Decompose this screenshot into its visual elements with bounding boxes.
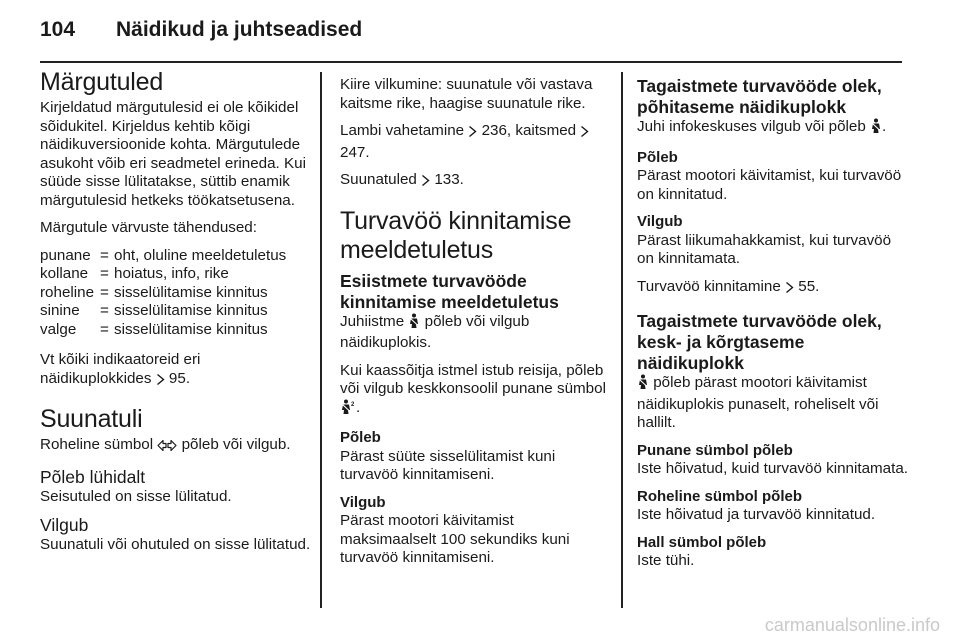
table-key: sinine — [40, 302, 80, 319]
page-ref: 133. — [434, 171, 464, 188]
page-ref: 95. — [168, 369, 191, 387]
paragraph: Iste hõivatud, kuid turvavöö kinnitamata. — [637, 460, 908, 477]
paragraph — [637, 278, 909, 300]
table-row — [40, 284, 312, 303]
text: põleb pärast mootori käivitamist näidikuplokis punaselt, roheliselt või hallilt. — [637, 374, 879, 431]
equals-sign: = — [100, 320, 109, 338]
equals-sign: = — [100, 283, 109, 301]
page-ref: 247. — [340, 143, 370, 161]
subheading: Põleb lühidalt — [40, 466, 146, 487]
page-ref: 55. — [798, 277, 820, 295]
text: Lambi vahetamine — [340, 122, 465, 139]
paragraph — [40, 436, 312, 458]
subheading: Vilgub — [637, 213, 683, 230]
paragraph: Pärast mootori käivitamist, kui turvavöö on kinnitatud. — [637, 167, 902, 203]
paragraph: Kirjeldatud märgutulesid ei ole kõikidel sõidukitel. Kirjeldus kehtib kõigi näidikuversioonide kohta. Märgutulede asukoht võib eri seadmetel erineda. Kui süüde sisse lülitatakse, süttib enamik märgutulesid hetkeks töökatsetusena. — [40, 99, 306, 209]
table-key: valge — [40, 320, 77, 338]
running-title: Näidikud ja juhtseadised — [116, 18, 363, 41]
paragraph: Kiire vilkumine: suunatule või vastava kaitsme rike, haagise suunatule rike. — [340, 76, 593, 112]
table-value: hoiatus, info, rike — [114, 265, 229, 282]
paragraph — [637, 118, 909, 140]
table-value: oht, oluline meeldetuletus — [114, 246, 287, 264]
text: . — [356, 398, 361, 416]
seatbelt-passenger-icon — [340, 399, 356, 421]
svg-text:2: 2 — [351, 401, 355, 408]
column-2 — [340, 76, 612, 577]
paragraph: Suunatuli või ohutuled on sisse lülitatud. — [40, 536, 311, 553]
subheading: Esiistmete turvavööde kinnitamise meeldetuletus — [340, 270, 559, 312]
subheading: Põleb — [637, 148, 678, 166]
page-number: 104 — [40, 18, 76, 41]
paragraph — [340, 362, 612, 421]
table-value: sisselülitamise kinnitus — [114, 283, 268, 301]
paragraph: Seisutuled on sisse lülitatud. — [40, 487, 232, 505]
subheading: Hall sümbol põleb — [637, 533, 767, 551]
table-row — [40, 302, 312, 321]
equals-sign: = — [100, 246, 109, 264]
equals-sign: = — [100, 265, 109, 282]
page-ref: 236, kaitsmed — [481, 122, 577, 139]
page-reference-arrow-icon — [156, 373, 165, 392]
page-reference-arrow-icon — [785, 281, 794, 300]
text: Turvavöö kinnitamine — [637, 277, 781, 295]
header-rule — [40, 61, 902, 63]
paragraph — [40, 351, 312, 391]
paragraph: Iste hõivatud ja turvavöö kinnitatud. — [637, 506, 876, 523]
subheading: Vilgub — [340, 493, 386, 511]
watermark: carmanualsonline.info — [764, 615, 940, 635]
subheading: Punane sümbol põleb — [637, 441, 793, 459]
subheading: Roheline sümbol põleb — [637, 487, 803, 505]
paragraph — [340, 171, 612, 193]
table-row — [40, 265, 312, 284]
table-key: kollane — [40, 265, 89, 282]
text: . — [882, 118, 887, 135]
section-heading-turvavoo: Turvavöö kinnitamise meeldetuletus — [340, 206, 572, 264]
column-divider — [320, 72, 322, 608]
text: Juhi infokeskuses vilgub või põleb — [637, 118, 866, 135]
color-meaning-table — [40, 247, 312, 340]
paragraph — [340, 313, 612, 353]
table-value: sisselülitamise kinnitus — [114, 302, 268, 319]
column-1 — [40, 68, 312, 564]
text: Vt kõiki indikaatoreid eri näidikuplokkides — [40, 351, 201, 387]
column-divider — [621, 72, 623, 608]
paragraph — [340, 122, 612, 162]
equals-sign: = — [100, 302, 109, 319]
page-reference-arrow-icon — [468, 125, 477, 144]
paragraph: Pärast liikumahakkamist, kui turvavöö on kinnitamata. — [637, 231, 892, 267]
text: Roheline sümbol — [40, 436, 154, 453]
text: Juhiistme — [340, 312, 405, 330]
subheading: Põleb — [340, 429, 381, 446]
text: põleb või vilgub. — [181, 436, 291, 453]
paragraph: Pärast mootori käivitamist maksimaalselt 100 sekundiks kuni turvavöö kinnitamiseni. — [340, 512, 570, 566]
turn-signal-arrows-icon — [157, 439, 177, 458]
table-value: sisselülitamise kinnitus — [114, 320, 268, 338]
paragraph: Iste tühi. — [637, 552, 695, 569]
page-header — [0, 0, 960, 62]
subheading: Tagaistmete turvavööde olek, põhitaseme näidikuplokk — [637, 76, 882, 117]
table-key: roheline — [40, 283, 95, 301]
column-3 — [637, 76, 909, 580]
subheading: Tagaistmete turvavööde olek, kesk- ja kõrgtaseme näidikuplokk — [637, 311, 882, 373]
seatbelt-person-icon — [408, 313, 420, 335]
section-heading-margtuled: Märgutuled — [40, 68, 164, 96]
page-reference-arrow-icon — [421, 174, 430, 193]
table-row — [40, 321, 312, 340]
paragraph: Märgutule värvuste tähendused: — [40, 219, 257, 236]
seatbelt-person-icon — [637, 374, 649, 396]
section-heading-suunatuli: Suunatuli — [40, 405, 143, 433]
text: Suunatuled — [340, 171, 417, 188]
subheading: Vilgub — [40, 515, 89, 535]
seatbelt-person-icon — [870, 118, 882, 140]
table-key: punane — [40, 246, 91, 264]
paragraph — [637, 374, 909, 433]
page-reference-arrow-icon — [580, 125, 589, 144]
text: põleb või vilgub näidikuplokis. — [340, 312, 530, 351]
text: Kui kaassõitja istmel istub reisija, põleb või vilgub keskkonsoolil punane sümbol — [340, 361, 606, 397]
paragraph: Pärast süüte sisselülitamist kuni turvavöö kinnitamiseni. — [340, 447, 556, 483]
table-row — [40, 247, 312, 266]
